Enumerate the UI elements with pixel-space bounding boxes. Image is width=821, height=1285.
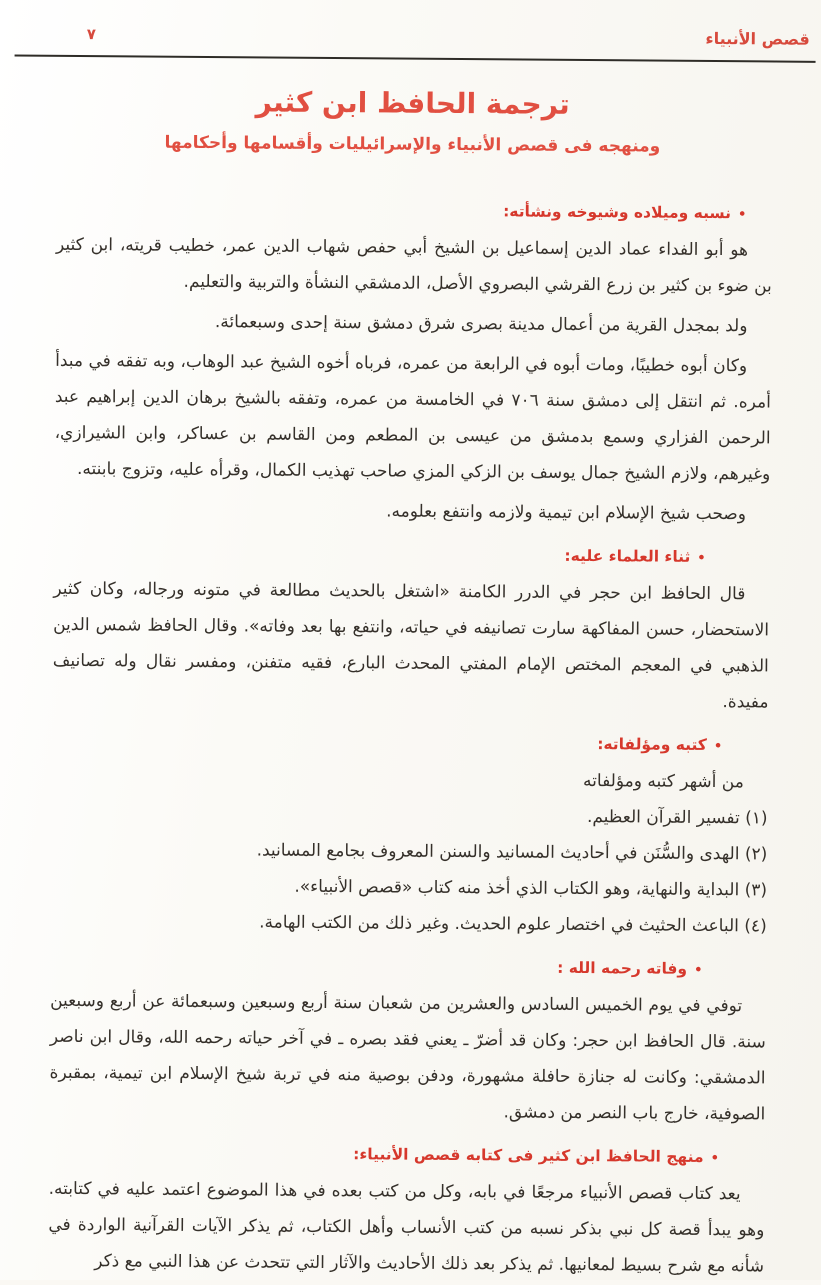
- bullet-icon: •: [697, 550, 706, 566]
- section-heading-death: [50, 951, 766, 985]
- header-rule: [15, 55, 816, 63]
- paragraph: توفي في يوم الخميس السادس والعشرين من شعبان سنة أربع وسبعين وسبعمائة عن أربع وسبعين سنة. قال الحافظ ابن حجر: وكان قد أضرّ ـ يعني فقد بصره ـ في آخر حياته رحمه الله، وقال ابن ناصر الدمشقي: وكانت له جنازة حافلة مشهورة، ودفن بوصية منه في تربة شيخ الإسلام ابن تيمية، بمقبرة الصوفية، خارج باب النصر من دمشق.: [49, 990, 766, 1125]
- text-body: [0, 194, 821, 1284]
- paragraph: وكان أبوه خطيبًا، ومات أبوه في الرابعة من عمره، فرباه أخوه الشيخ عبد الوهاب، وبه تفقه في مبدأ أمره. ثم انتقل إلى دمشق سنة ٧٠٦ في الخامسة من عمره، وتفقه بالشيخ برهان الدين إبراهيم عبد الرحمن الفزاري وسمع بدمشق من عيسى بن المطعم ومن القاسم بن عساكر، وابن الشيرازي، وغيرهم، ولازم الشيخ جمال يوسف بن الزكي المزي صاحب تهذيب الكمال، وقرأه عليه، وتزوج بابنته.: [54, 350, 771, 485]
- bullet-icon: •: [710, 1151, 719, 1167]
- section-heading-label: نسبه وميلاده وشيوخه ونشأته:: [503, 202, 732, 223]
- section-heading-label: وفاته رحمه الله :: [557, 958, 688, 978]
- paragraph: هو أبو الفداء عماد الدين إسماعيل بن الشيخ أبي حفص شهاب الدين عمر، خطيب قريته، ابن كثير بن ضوء بن كثير بن زرع القرشي البصروي الأصل، الدمشقي النشأة والتربية والتعليم.: [56, 234, 772, 297]
- section-heading-method: [49, 1139, 765, 1173]
- book-list-item: (٢) الهدى والسُّنَن في أحاديث المسانيد والسنن المعروف بجامع المسانيد.: [256, 840, 768, 865]
- books-intro: من أشهر كتبه ومؤلفاته: [583, 771, 744, 793]
- paragraph: قال الحافظ ابن حجر في الدرر الكامنة «اشتغل بالحديث مطالعة في متونه ورجاله، وكان كثير الاستحضار، حسن المفاكهة سارت تصانيفه في حياته، وانتفع بها بعد وفاته». وقال الحافظ شمس الدين الذهبي في المعجم المختص الإمام المفتي المحدث البارع، فقيه متفنن، ومفسر نقال وله تصانيف مفيدة.: [52, 578, 770, 713]
- bullet-icon: •: [694, 962, 703, 978]
- books-list: [51, 795, 768, 945]
- running-title: قصص الأنبياء: [705, 28, 810, 49]
- section-heading-praise: [54, 539, 770, 573]
- section-heading-label: كتبه ومؤلفاته:: [597, 735, 707, 754]
- page-header: [3, 0, 821, 52]
- paragraph: ولد بمجدل القرية من أعمال مدينة بصرى شرق دمشق سنة إحدى وسبعمائة.: [214, 312, 748, 337]
- page-number: ٧: [86, 25, 96, 44]
- paragraph: وصحب شيخ الإسلام ابن تيمية ولازمه وانتفع بعلومه.: [386, 501, 747, 525]
- book-list-item: (٣) البداية والنهاية، وهو الكتاب الذي أخذ منه كتاب «قصص الأنبياء».: [294, 876, 768, 901]
- paragraph: يعد كتاب قصص الأنبياء مرجعًا في بابه، وكل من كتب بعده في هذا الموضوع اعتمد عليه في كتابته. وهو يبدأ قصة كل نبي بذكر نسبه من كتب الأنساب وأهل الكتاب، ثم يذكر الآيات القرآنية الواردة في شأنه مع شرح بسيط لمعانيها. ثم يذكر بعد ذلك الأحاديث والآثار التي تتحدث عن هذا النبي مع ذكر: [48, 1178, 765, 1277]
- section-heading-label: منهج الحافظ ابن كثير فى كتابه قصص الأنبياء:: [353, 1145, 704, 1166]
- section-heading-lineage: [56, 195, 772, 229]
- section-heading-books: [52, 727, 768, 761]
- bullet-icon: •: [713, 739, 723, 755]
- book-list-item: (١) تفسير القرآن العظيم.: [586, 807, 768, 829]
- page-title: ترجمة الحافظ ابن كثير: [255, 85, 570, 121]
- section-heading-label: ثناء العلماء عليه:: [564, 546, 691, 566]
- page-subtitle: ومنهجه فى قصص الأنبياء والإسرائيليات وأقسامها وأحكامها: [164, 132, 661, 157]
- book-list-item: (٤) الباعث الحثيث في اختصار علوم الحديث. وغير ذلك من الكتب الهامة.: [259, 912, 767, 937]
- bullet-icon: •: [737, 207, 747, 223]
